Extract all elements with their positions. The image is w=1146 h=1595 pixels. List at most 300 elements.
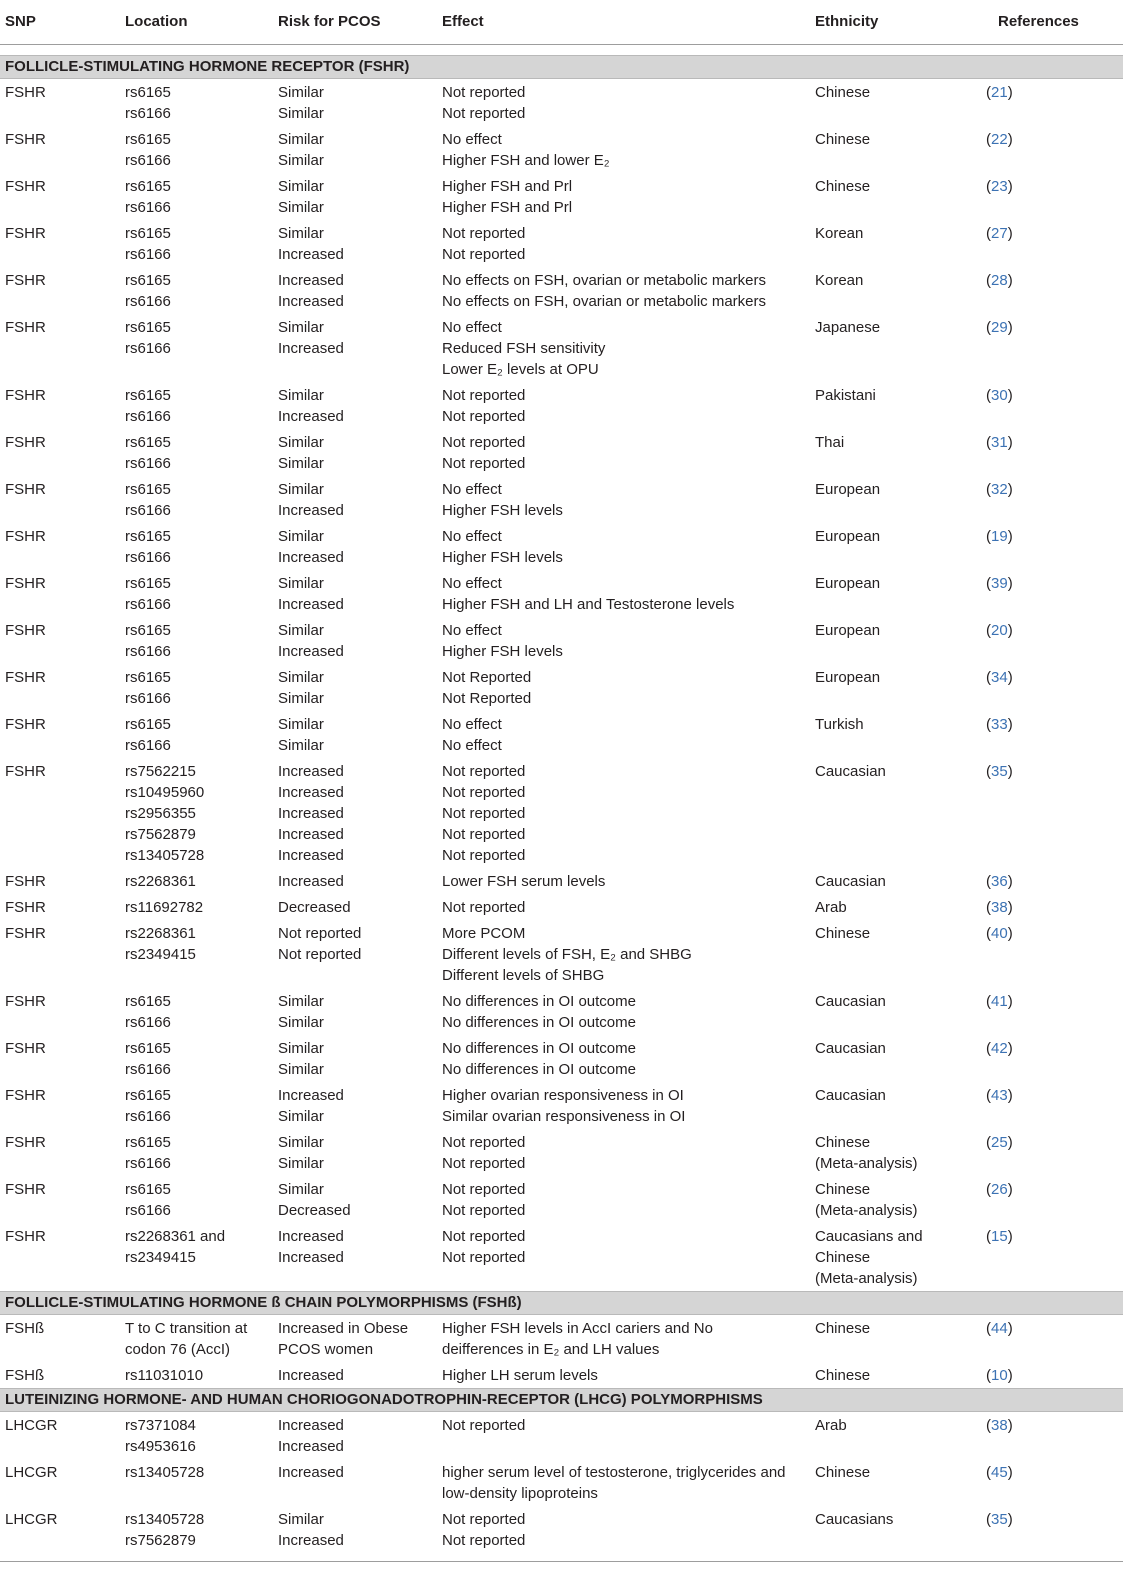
ethnicity-cell: [810, 176, 980, 218]
location-cell: [120, 620, 273, 662]
reference-open-bracket: (: [986, 1367, 991, 1384]
snp-name: FSHß: [5, 1367, 45, 1384]
reference-open-bracket: (: [986, 1511, 991, 1528]
risk-cell: [273, 761, 437, 866]
reference-link[interactable]: [986, 176, 1123, 197]
reference-cell: [980, 991, 1123, 1033]
reference-number[interactable]: 38: [991, 1417, 1008, 1434]
ethnicity-line: Caucasian: [815, 873, 886, 890]
column-header-snp: SNP: [5, 13, 36, 30]
effect-cell: [437, 317, 810, 380]
reference-number[interactable]: 25: [991, 1134, 1008, 1151]
reference-link[interactable]: [986, 897, 1123, 918]
ethnicity-line: (Meta-analysis): [815, 1155, 918, 1172]
reference-number[interactable]: 43: [991, 1087, 1008, 1104]
effect-cell: [437, 761, 810, 866]
effect-line: Not reported: [442, 1181, 526, 1198]
effect-line: No effect: [442, 737, 502, 754]
reference-close-bracket: ): [1007, 1367, 1013, 1384]
location-line: rs6166: [125, 502, 171, 519]
ethnicity-cell: [810, 1318, 980, 1360]
risk-line: Increased: [278, 549, 344, 566]
risk-line: Increased: [278, 826, 344, 843]
reference-number[interactable]: 33: [991, 716, 1008, 733]
risk-line: Similar: [278, 319, 324, 336]
table-row: [0, 1506, 1123, 1553]
reference-number[interactable]: 31: [991, 434, 1008, 451]
risk-line: Similar: [278, 1040, 324, 1057]
ethnicity-line: Arab: [815, 899, 847, 916]
ethnicity-line: Chinese: [815, 1367, 871, 1384]
ethnicity-line: Chinese: [815, 1464, 871, 1481]
effect-line: No effect: [442, 131, 502, 148]
effect-line: Higher FSH and lower E₂: [442, 152, 610, 169]
reference-number[interactable]: 41: [991, 993, 1008, 1010]
location-cell: [120, 871, 273, 892]
reference-number[interactable]: 22: [991, 131, 1008, 148]
effect-line: Not reported: [442, 1134, 526, 1151]
reference-number[interactable]: 32: [991, 481, 1008, 498]
reference-close-bracket: ): [1007, 899, 1013, 916]
effect-line: low-density lipoproteins: [442, 1485, 598, 1502]
effect-line: Not reported: [442, 899, 526, 916]
location-line: rs2268361: [125, 925, 196, 942]
reference-close-bracket: ): [1007, 873, 1013, 890]
effect-line: higher serum level of testosterone, triglycerides and: [442, 1464, 786, 1481]
reference-number[interactable]: 29: [991, 319, 1008, 336]
effect-line: Not reported: [442, 455, 526, 472]
table-header: [0, 0, 1123, 45]
risk-cell: [273, 667, 437, 709]
risk-line: Similar: [278, 84, 324, 101]
reference-number[interactable]: 19: [991, 528, 1008, 545]
section-header: FOLLICLE-STIMULATING HORMONE ß CHAIN POLYMORPHISMS (FSHß): [0, 1291, 1123, 1315]
risk-line: Similar: [278, 105, 324, 122]
effect-cell: [437, 714, 810, 756]
table-row: [0, 1129, 1123, 1176]
reference-number[interactable]: 27: [991, 225, 1008, 242]
ethnicity-line: Chinese: [815, 178, 871, 195]
reference-cell: [980, 1415, 1123, 1457]
reference-open-bracket: (: [986, 1417, 991, 1434]
reference-link[interactable]: [986, 761, 1123, 782]
location-cell: [120, 82, 273, 124]
reference-cell: [980, 923, 1123, 986]
location-line: rs2349415: [125, 946, 196, 963]
reference-open-bracket: (: [986, 1464, 991, 1481]
risk-line: Similar: [278, 1155, 324, 1172]
effect-line: No effect: [442, 319, 502, 336]
risk-line: Similar: [278, 178, 324, 195]
location-cell: [120, 991, 273, 1033]
location-cell: [120, 573, 273, 615]
location-line: rs6165: [125, 1087, 171, 1104]
table-row: [0, 988, 1123, 1035]
reference-cell: [980, 176, 1123, 218]
effect-line: Not reported: [442, 434, 526, 451]
ethnicity-cell: [810, 1038, 980, 1080]
reference-number[interactable]: 34: [991, 669, 1008, 686]
reference-link[interactable]: [986, 923, 1123, 944]
snp-name: FSHR: [5, 528, 46, 545]
effect-line: Not reported: [442, 225, 526, 242]
location-cell: [120, 526, 273, 568]
location-line: rs7562879: [125, 1532, 196, 1549]
ethnicity-cell: [810, 573, 980, 615]
effect-line: Not reported: [442, 1249, 526, 1266]
location-line: rs6165: [125, 575, 171, 592]
reference-open-bracket: (: [986, 434, 991, 451]
location-line: rs2268361 and: [125, 1228, 226, 1245]
section-header: LUTEINIZING HORMONE- AND HUMAN CHORIOGONADOTROPHIN-RECEPTOR (LHCG) POLYMORPHISMS: [0, 1388, 1123, 1412]
effect-cell: [437, 1132, 810, 1174]
effect-line: No differences in OI outcome: [442, 1040, 636, 1057]
risk-line: Not reported: [278, 925, 362, 942]
risk-cell: [273, 526, 437, 568]
ethnicity-cell: [810, 991, 980, 1033]
snp-cell: [0, 479, 120, 521]
reference-link[interactable]: [986, 82, 1123, 103]
effect-line: No differences in OI outcome: [442, 993, 636, 1010]
reference-open-bracket: (: [986, 1228, 991, 1245]
snp-name: FSHR: [5, 1087, 46, 1104]
reference-number[interactable]: 21: [991, 84, 1008, 101]
location-line: codon 76 (AccI): [125, 1341, 231, 1358]
effect-cell: [437, 871, 810, 892]
effect-line: No effects on FSH, ovarian or metabolic markers: [442, 293, 767, 310]
effect-cell: [437, 385, 810, 427]
table-row: [0, 220, 1123, 267]
ethnicity-line: Caucasian: [815, 993, 886, 1010]
location-line: rs2349415: [125, 1249, 196, 1266]
reference-cell: [980, 1038, 1123, 1080]
reference-cell: [980, 385, 1123, 427]
effect-cell: [437, 1226, 810, 1289]
reference-number[interactable]: 36: [991, 873, 1008, 890]
reference-open-bracket: (: [986, 993, 991, 1010]
risk-line: Increased: [278, 1087, 344, 1104]
reference-close-bracket: ): [1007, 1087, 1013, 1104]
risk-cell: [273, 176, 437, 218]
location-line: rs6166: [125, 455, 171, 472]
location-line: rs7371084: [125, 1417, 196, 1434]
reference-close-bracket: ): [1007, 716, 1013, 733]
reference-link[interactable]: [986, 479, 1123, 500]
effect-line: No differences in OI outcome: [442, 1061, 636, 1078]
risk-line: Increased: [278, 784, 344, 801]
effect-line: Not reported: [442, 84, 526, 101]
location-line: rs2956355: [125, 805, 196, 822]
effect-cell: [437, 991, 810, 1033]
reference-cell: [980, 573, 1123, 615]
risk-line: Increased: [278, 1464, 344, 1481]
table-row: [0, 314, 1123, 382]
snp-name: FSHR: [5, 178, 46, 195]
column-header-risk: Risk for PCOS: [278, 13, 381, 30]
reference-cell: [980, 432, 1123, 474]
location-cell: [120, 1462, 273, 1504]
effect-cell: [437, 223, 810, 265]
reference-number[interactable]: 42: [991, 1040, 1008, 1057]
reference-link[interactable]: [986, 1226, 1123, 1247]
risk-cell: [273, 1132, 437, 1174]
table-row: [0, 429, 1123, 476]
effect-line: More PCOM: [442, 925, 526, 942]
location-line: rs6165: [125, 178, 171, 195]
location-line: rs7562215: [125, 763, 196, 780]
ethnicity-cell: [810, 761, 980, 866]
risk-line: Similar: [278, 152, 324, 169]
reference-number[interactable]: 40: [991, 925, 1008, 942]
risk-cell: [273, 270, 437, 312]
reference-link[interactable]: [986, 1462, 1123, 1483]
risk-line: Similar: [278, 1181, 324, 1198]
risk-line: Similar: [278, 1061, 324, 1078]
reference-open-bracket: (: [986, 925, 991, 942]
snp-cell: [0, 871, 120, 892]
effect-line: Higher LH serum levels: [442, 1367, 598, 1384]
ethnicity-cell: [810, 1132, 980, 1174]
location-line: rs6166: [125, 690, 171, 707]
ethnicity-line: European: [815, 528, 881, 545]
reference-number[interactable]: 15: [991, 1228, 1008, 1245]
snp-cell: [0, 897, 120, 918]
location-line: rs6166: [125, 340, 171, 357]
reference-cell: [980, 1226, 1123, 1289]
location-line: rs6165: [125, 319, 171, 336]
table-row: [0, 126, 1123, 173]
reference-link[interactable]: [986, 385, 1123, 406]
location-line: rs6165: [125, 434, 171, 451]
table-row: [0, 758, 1123, 868]
effect-cell: [437, 923, 810, 986]
table-row: [0, 664, 1123, 711]
effect-cell: [437, 573, 810, 615]
table-row: [0, 1082, 1123, 1129]
snp-cell: [0, 761, 120, 866]
effect-line: Higher FSH and Prl: [442, 199, 573, 216]
reference-number[interactable]: 10: [991, 1367, 1008, 1384]
reference-link[interactable]: [986, 1318, 1123, 1339]
snp-name: LHCGR: [5, 1511, 58, 1528]
reference-close-bracket: ): [1007, 178, 1013, 195]
risk-line: Similar: [278, 690, 324, 707]
reference-link[interactable]: [986, 871, 1123, 892]
snp-name: FSHR: [5, 925, 46, 942]
location-line: rs13405728: [125, 1464, 205, 1481]
section-header: FOLLICLE-STIMULATING HORMONE RECEPTOR (FSHR): [0, 55, 1123, 79]
location-line: rs6165: [125, 528, 171, 545]
snp-name: FSHR: [5, 899, 46, 916]
reference-link[interactable]: [986, 991, 1123, 1012]
snp-cell: [0, 573, 120, 615]
reference-cell: [980, 871, 1123, 892]
location-line: rs6165: [125, 272, 171, 289]
risk-line: Increased: [278, 1438, 344, 1455]
table-row: [0, 267, 1123, 314]
reference-link[interactable]: [986, 129, 1123, 150]
reference-link[interactable]: [986, 573, 1123, 594]
reference-number[interactable]: 30: [991, 387, 1008, 404]
snp-name: FSHß: [5, 1320, 45, 1337]
effect-line: Not Reported: [442, 669, 532, 686]
ethnicity-line: Caucasian: [815, 763, 886, 780]
effect-cell: [437, 129, 810, 171]
reference-link[interactable]: [986, 432, 1123, 453]
reference-cell: [980, 526, 1123, 568]
reference-link[interactable]: [986, 1365, 1123, 1386]
location-line: rs11031010: [125, 1367, 204, 1384]
risk-line: Increased: [278, 246, 344, 263]
location-line: rs6165: [125, 1181, 171, 1198]
location-cell: [120, 432, 273, 474]
location-cell: [120, 1038, 273, 1080]
location-line: rs6166: [125, 1061, 171, 1078]
reference-number[interactable]: 44: [991, 1320, 1008, 1337]
ethnicity-line: Korean: [815, 225, 864, 242]
effect-line: No effect: [442, 716, 502, 733]
reference-close-bracket: ): [1007, 669, 1013, 686]
reference-link[interactable]: [986, 667, 1123, 688]
reference-link[interactable]: [986, 1509, 1123, 1530]
risk-line: Increased: [278, 1249, 344, 1266]
risk-line: Increased: [278, 1532, 344, 1549]
reference-open-bracket: (: [986, 131, 991, 148]
reference-cell: [980, 1462, 1123, 1504]
effect-line: No effects on FSH, ovarian or metabolic markers: [442, 272, 767, 289]
risk-cell: [273, 620, 437, 662]
table-row: [0, 1035, 1123, 1082]
table-row: [0, 173, 1123, 220]
effect-cell: [437, 1085, 810, 1127]
reference-close-bracket: ): [1007, 1511, 1013, 1528]
risk-line: Increased: [278, 502, 344, 519]
table-row: [0, 523, 1123, 570]
effect-line: Higher FSH and LH and Testosterone levels: [442, 596, 735, 613]
reference-link[interactable]: [986, 1085, 1123, 1106]
reference-number[interactable]: 28: [991, 272, 1008, 289]
reference-link[interactable]: [986, 1415, 1123, 1436]
reference-link[interactable]: [986, 526, 1123, 547]
ethnicity-line: European: [815, 481, 881, 498]
snp-cell: [0, 317, 120, 380]
risk-line: Similar: [278, 528, 324, 545]
reference-close-bracket: ): [1007, 1134, 1013, 1151]
location-cell: [120, 667, 273, 709]
effect-line: Not reported: [442, 763, 526, 780]
reference-number[interactable]: 39: [991, 575, 1008, 592]
ethnicity-cell: [810, 1415, 980, 1457]
location-line: rs6166: [125, 246, 171, 263]
effect-line: Not reported: [442, 1155, 526, 1172]
risk-line: Increased: [278, 1228, 344, 1245]
location-line: rs2268361: [125, 873, 196, 890]
risk-line: Increased: [278, 272, 344, 289]
reference-close-bracket: ): [1007, 1181, 1013, 1198]
reference-open-bracket: (: [986, 899, 991, 916]
ethnicity-cell: [810, 923, 980, 986]
reference-cell: [980, 1179, 1123, 1221]
snp-name: FSHR: [5, 1181, 46, 1198]
ethnicity-cell: [810, 1462, 980, 1504]
reference-link[interactable]: [986, 317, 1123, 338]
reference-number[interactable]: 23: [991, 178, 1008, 195]
effect-line: Higher FSH levels: [442, 549, 563, 566]
table-body: [0, 55, 1123, 1562]
reference-open-bracket: (: [986, 1134, 991, 1151]
location-cell: [120, 1318, 273, 1360]
risk-cell: [273, 923, 437, 986]
location-line: rs6165: [125, 225, 171, 242]
location-line: rs13405728: [125, 1511, 205, 1528]
risk-line: Increased in Obese: [278, 1320, 409, 1337]
effect-line: Different levels of SHBG: [442, 967, 605, 984]
snp-cell: [0, 1462, 120, 1504]
reference-number[interactable]: 35: [991, 1511, 1008, 1528]
reference-number[interactable]: 26: [991, 1181, 1008, 1198]
effect-line: Different levels of FSH, E₂ and SHBG: [442, 946, 692, 963]
location-cell: [120, 761, 273, 866]
ethnicity-line: Chinese: [815, 1181, 871, 1198]
reference-number[interactable]: 38: [991, 899, 1008, 916]
reference-cell: [980, 620, 1123, 662]
reference-link[interactable]: [986, 620, 1123, 641]
ethnicity-line: European: [815, 575, 881, 592]
reference-number[interactable]: 35: [991, 763, 1008, 780]
table-row: [0, 617, 1123, 664]
effect-cell: [437, 667, 810, 709]
effect-line: Higher FSH levels: [442, 502, 563, 519]
risk-cell: [273, 432, 437, 474]
snp-name: FSHR: [5, 1040, 46, 1057]
reference-link[interactable]: [986, 270, 1123, 291]
snp-name: FSHR: [5, 387, 46, 404]
location-line: rs6166: [125, 1108, 171, 1125]
reference-number[interactable]: 45: [991, 1464, 1008, 1481]
ethnicity-cell: [810, 620, 980, 662]
reference-open-bracket: (: [986, 575, 991, 592]
reference-close-bracket: ): [1007, 1228, 1013, 1245]
reference-close-bracket: ): [1007, 481, 1013, 498]
reference-link[interactable]: [986, 1179, 1123, 1200]
location-line: rs6166: [125, 1014, 171, 1031]
location-cell: [120, 1179, 273, 1221]
snp-name: FSHR: [5, 131, 46, 148]
table-row: [0, 79, 1123, 126]
reference-link[interactable]: [986, 1038, 1123, 1059]
snp-name: FSHR: [5, 319, 46, 336]
reference-number[interactable]: 20: [991, 622, 1008, 639]
risk-cell: [273, 223, 437, 265]
risk-line: Increased: [278, 408, 344, 425]
reference-link[interactable]: [986, 1132, 1123, 1153]
ethnicity-line: Chinese: [815, 1320, 871, 1337]
location-line: rs6166: [125, 152, 171, 169]
snp-name: FSHR: [5, 993, 46, 1010]
ethnicity-cell: [810, 82, 980, 124]
reference-link[interactable]: [986, 714, 1123, 735]
location-line: rs6165: [125, 387, 171, 404]
snp-cell: [0, 1085, 120, 1127]
snp-cell: [0, 82, 120, 124]
reference-link[interactable]: [986, 223, 1123, 244]
reference-close-bracket: ): [1007, 131, 1013, 148]
snp-cell: [0, 1179, 120, 1221]
table-row: [0, 868, 1123, 894]
snp-cell: [0, 923, 120, 986]
risk-cell: [273, 1365, 437, 1386]
snp-cell: [0, 270, 120, 312]
